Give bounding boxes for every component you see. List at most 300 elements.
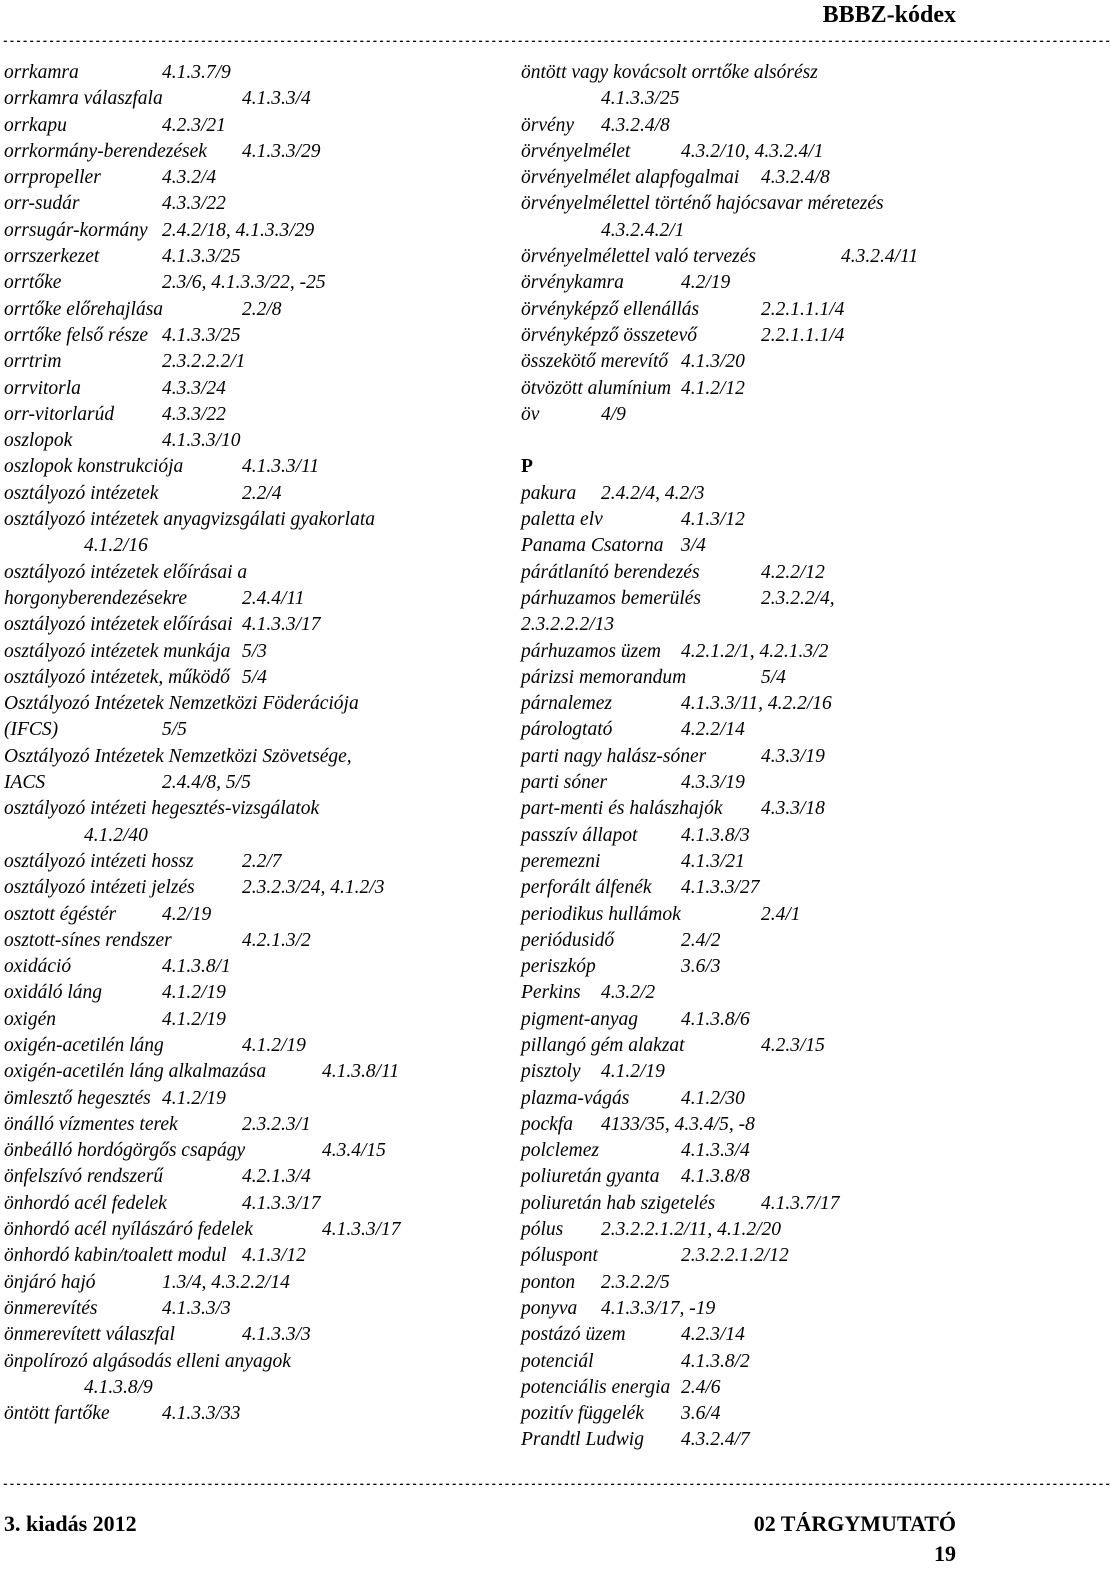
index-reference: 4.1.3.8/1 [162, 956, 231, 978]
index-entry [4, 560, 504, 586]
index-reference: 4/9 [601, 403, 626, 425]
index-reference: 4.1.2/19 [162, 1087, 226, 1109]
index-reference: 4.2.3/15 [761, 1034, 825, 1056]
index-entry [521, 1243, 957, 1269]
index-entry [521, 113, 957, 139]
index-entry [521, 1322, 957, 1348]
page-header-title: BBBZ-kódex [822, 2, 956, 28]
index-term: oxigén-acetilén láng [4, 1034, 164, 1056]
index-term: örvény [521, 114, 575, 136]
index-reference: 1.3/4, 4.3.2.2/14 [162, 1271, 290, 1293]
index-entry [4, 796, 504, 822]
index-entry [521, 796, 957, 822]
index-term: Panama Csatorna [521, 535, 664, 557]
index-reference: 4.1.3.3/3 [242, 1324, 311, 1346]
index-letter-heading [521, 454, 957, 480]
index-entry [4, 1191, 504, 1217]
index-reference: 2.2/7 [242, 850, 282, 872]
index-entry [4, 218, 504, 244]
index-term: pólus [521, 1219, 564, 1241]
index-reference: 4.1.3.3/29 [242, 140, 321, 162]
index-entry [521, 533, 957, 559]
index-entry [521, 691, 957, 717]
index-entry [4, 954, 504, 980]
index-reference: 4.2.1.3/4 [242, 1166, 311, 1188]
index-entry [521, 244, 957, 270]
index-reference: 4.1.3.3/17 [242, 614, 321, 636]
index-term: poliuretán hab szigetelés [521, 1192, 716, 1214]
index-reference: 4.1.2/12 [681, 377, 745, 399]
index-term: önjáró hajó [4, 1271, 96, 1293]
index-entry [521, 954, 957, 980]
index-entry [4, 1138, 504, 1164]
index-term: orrsugár-kormány [4, 219, 148, 241]
index-reference: 4.3.2/2 [601, 982, 656, 1004]
index-entry [4, 86, 504, 112]
index-entry [521, 1401, 957, 1427]
index-entry [521, 1427, 957, 1453]
index-entry [521, 560, 957, 586]
index-entry [4, 481, 504, 507]
index-term: periodikus hullámok [521, 903, 681, 925]
index-term: öntött fartőke [4, 1403, 110, 1425]
index-entry [521, 1059, 957, 1085]
index-entry [4, 875, 504, 901]
index-entry [521, 902, 957, 928]
index-reference: 2.2.1.1.1/4 [761, 298, 845, 320]
index-reference: 2.3.2.3/1 [242, 1113, 311, 1135]
index-term: osztályozó intézetek [4, 482, 159, 504]
index-term: orrkamra [4, 62, 79, 83]
index-reference: 4.3.2.4/8 [761, 167, 830, 189]
index-term: passzív állapot [521, 824, 638, 846]
index-entry [521, 586, 957, 612]
index-entry [521, 323, 957, 349]
index-entry [521, 875, 957, 901]
index-term: önmerevített válaszfal [4, 1324, 175, 1346]
index-term: pigment-anyag [521, 1008, 638, 1030]
index-reference: 3.6/3 [681, 956, 721, 978]
index-reference: 4.2.1.3/2 [242, 929, 311, 951]
index-entry [4, 770, 504, 796]
footer-divider: ------------------------------------------------------------------------------------------------------------------------------------------------------------------------ [2, 1479, 1111, 1491]
index-term: paletta elv [521, 509, 603, 531]
index-entry [4, 1059, 504, 1085]
index-entry [4, 165, 504, 191]
index-reference: 4.1.2/19 [601, 1061, 665, 1083]
index-entry [4, 1270, 504, 1296]
index-entry [521, 376, 957, 402]
index-entry [4, 902, 504, 928]
index-term: öv [521, 403, 540, 425]
index-term: ötvözött alumínium [521, 377, 672, 399]
index-reference: 4.1.3.3/17, -19 [601, 1297, 716, 1319]
index-term: orr-sudár [4, 193, 80, 215]
index-reference: 4.1.2/19 [242, 1034, 306, 1056]
index-term: poliuretán gyanta [521, 1166, 660, 1188]
index-term: osztályozó intézetek munkája [4, 640, 231, 662]
index-reference: 4.2.2/14 [681, 719, 745, 741]
index-reference: 4.1.3.3/33 [162, 1403, 241, 1425]
index-term: önpolírozó algásodás elleni anyagok [4, 1350, 291, 1372]
index-term: potenciál [521, 1350, 594, 1372]
index-term: örvényelmélet alapfogalmai [521, 167, 740, 189]
index-term: orrtőke előrehajlása [4, 298, 164, 320]
index-term: orrvitorla [4, 377, 81, 399]
index-term: potenciális energia [521, 1376, 671, 1398]
index-term: örvényképző ellenállás [521, 298, 700, 320]
index-reference: 4.3.3/24 [162, 377, 226, 399]
index-term: osztályozó intézeti hossz [4, 850, 194, 872]
index-term: Perkins [521, 982, 581, 1004]
index-entry [4, 454, 504, 480]
index-entry [521, 218, 957, 244]
index-entry [4, 1243, 504, 1269]
index-term: önfelszívó rendszerű [4, 1166, 164, 1188]
index-term: periódusidő [521, 929, 615, 951]
footer-edition: 3. kiadás 2012 [4, 1511, 137, 1536]
index-term: perforált álfenék [521, 877, 652, 899]
index-entry [521, 928, 957, 954]
index-reference: 4.1.3.3/4 [681, 1140, 750, 1162]
index-entry [521, 849, 957, 875]
index-term: osztályozó intézetek előírásai [4, 614, 233, 636]
index-entry [4, 349, 504, 375]
index-entry [521, 428, 957, 454]
index-reference: 4.1.3/12 [681, 509, 745, 531]
index-term: 2.3.2.2.2/13 [521, 614, 615, 636]
index-entry [4, 823, 504, 849]
index-term: plazma-vágás [521, 1087, 630, 1109]
index-entry [4, 1164, 504, 1190]
index-reference: 4.1.3.8/6 [681, 1008, 750, 1030]
index-term: párizsi memorandum [521, 666, 687, 688]
index-term: part-menti és halászhajók [521, 798, 723, 820]
index-reference: 4.3.2/4 [162, 167, 217, 189]
index-entry [4, 665, 504, 691]
index-term: párátlanító berendezés [521, 561, 700, 583]
index-term: (IFCS) [4, 719, 59, 741]
index-reference: 4.3.2.4.2/1 [601, 219, 685, 241]
index-term: ponyva [521, 1297, 578, 1319]
index-term: ponton [521, 1271, 576, 1293]
index-entry [521, 1217, 957, 1243]
index-term: oszlopok [4, 430, 73, 452]
index-term: párhuzamos bemerülés [521, 587, 702, 609]
index-entry [4, 323, 504, 349]
index-reference: 2.3.2.2.1.2/12 [681, 1245, 789, 1267]
index-entry [521, 507, 957, 533]
index-entry [4, 586, 504, 612]
index-term: oszlopok konstrukciója [4, 456, 184, 478]
index-entry [4, 744, 504, 770]
index-reference: 2.2/8 [242, 298, 282, 320]
index-entry [521, 980, 957, 1006]
index-reference: 4.1.2/19 [162, 982, 226, 1004]
index-term: orrkormány-berendezések [4, 140, 207, 162]
index-term: pockfa [521, 1113, 573, 1135]
index-term: Prandtl Ludwig [521, 1429, 644, 1451]
index-term: osztályozó intézetek anyagvizsgálati gyakorlata [4, 509, 375, 531]
index-reference: 4.1.3.8/11 [322, 1061, 400, 1083]
index-term: osztott-sínes rendszer [4, 929, 172, 951]
index-term: pisztoly [521, 1061, 581, 1083]
index-reference: 5/3 [242, 640, 267, 662]
index-reference: 4.1.3/12 [242, 1245, 306, 1267]
index-reference: 5/4 [761, 666, 786, 688]
index-entry [521, 1296, 957, 1322]
index-term: pozitív függelék [521, 1403, 644, 1425]
index-entry [521, 86, 957, 112]
index-term: Osztályozó Intézetek Nemzetközi Föderációja [4, 693, 359, 715]
index-reference: 4.1.3.3/4 [242, 88, 311, 110]
index-term: IACS [4, 772, 46, 794]
index-term: önmerevítés [4, 1297, 98, 1319]
index-entry [521, 349, 957, 375]
index-reference: 4.1.3.7/17 [761, 1192, 840, 1214]
index-entry [521, 1086, 957, 1112]
index-reference: 2.4.2/18, 4.1.3.3/29 [162, 219, 315, 241]
index-entry [4, 639, 504, 665]
index-entry [4, 191, 504, 217]
page-number: 19 [934, 1541, 956, 1566]
index-reference: 5/5 [162, 719, 187, 741]
index-entry [4, 402, 504, 428]
index-entry [4, 1375, 504, 1401]
index-reference: 4.1.3.3/25 [601, 88, 680, 110]
index-reference: 3/4 [681, 535, 706, 557]
index-term: oxidáló láng [4, 982, 103, 1004]
index-reference: 2.2.1.1.1/4 [761, 324, 845, 346]
index-term: önhordó kabin/toalett modul [4, 1245, 227, 1267]
index-term: parti sóner [521, 772, 608, 794]
index-reference: 4.1.3.8/9 [84, 1376, 153, 1398]
index-term: oxigén-acetilén láng alkalmazása [4, 1061, 267, 1083]
index-reference: 4.1.3.3/25 [162, 324, 241, 346]
index-entry [521, 1191, 957, 1217]
index-entry [521, 770, 957, 796]
index-reference: 4.3.2.4/8 [601, 114, 670, 136]
index-term: örvényképző összetevő [521, 324, 697, 346]
index-entry [521, 402, 957, 428]
index-term: osztályozó intézetek előírásai a [4, 561, 248, 583]
index-term: pakura [521, 482, 577, 504]
index-entry [4, 507, 504, 533]
index-entry [4, 849, 504, 875]
index-reference: 4.3.2.4/11 [841, 246, 919, 268]
index-term: horgonyberendezésekre [4, 587, 188, 609]
index-entry [521, 744, 957, 770]
index-reference: 2.4/6 [681, 1376, 721, 1398]
index-term: orrtőke felső része [4, 324, 149, 346]
index-reference: 4.2.1.2/1, 4.2.1.3/2 [681, 640, 829, 662]
header-divider: ------------------------------------------------------------------------------------------------------------------------------------------------------------------------ [2, 36, 1111, 48]
index-reference: 4.1.3.3/3 [162, 1297, 231, 1319]
index-entry [4, 428, 504, 454]
index-term: párhuzamos üzem [521, 640, 661, 662]
index-term: önhordó acél fedelek [4, 1192, 167, 1214]
index-entry [4, 1296, 504, 1322]
index-reference: 2.4.4/11 [242, 587, 305, 609]
index-term: önbeálló hordógörgős csapágy [4, 1140, 246, 1162]
index-reference: 2.3/6, 4.1.3.3/22, -25 [162, 272, 326, 294]
index-reference: 4.1.3.7/9 [162, 62, 231, 83]
index-reference: 4.1.3.8/2 [681, 1350, 750, 1372]
letter-heading-text: P [521, 456, 533, 478]
index-reference: 2.3.2.2.2/1 [162, 351, 246, 373]
index-reference: 2.4.2/4, 4.2/3 [601, 482, 705, 504]
index-reference: 4.3.2/10, 4.3.2.4/1 [681, 140, 824, 162]
index-term: parti nagy halász-sóner [521, 745, 707, 767]
index-term: önhordó acél nyílászáró fedelek [4, 1219, 253, 1241]
index-entry [4, 1086, 504, 1112]
index-entry [521, 1164, 957, 1190]
index-term: polclemez [521, 1140, 599, 1162]
index-term: osztott égéstér [4, 903, 117, 925]
index-term: peremezni [521, 850, 601, 872]
index-entry [4, 980, 504, 1006]
index-term: orrkapu [4, 114, 67, 136]
index-entry [521, 270, 957, 296]
index-term: osztályozó intézeti hegesztés-vizsgálatok [4, 798, 320, 820]
index-term: orrtőke [4, 272, 62, 294]
index-entry [4, 1401, 504, 1427]
index-term: önálló vízmentes terek [4, 1113, 178, 1135]
index-term: postázó üzem [521, 1324, 626, 1346]
index-reference: 4.1.3.3/17 [322, 1219, 401, 1241]
index-entry [4, 1349, 504, 1375]
index-reference: 2.4/1 [761, 903, 801, 925]
index-reference: 2.3.2.2/5 [601, 1271, 670, 1293]
index-reference: 4.1.3.3/17 [242, 1192, 321, 1214]
index-reference: 4.3.3/18 [761, 798, 825, 820]
index-reference: 4.1.3.3/11, 4.2.2/16 [681, 693, 832, 715]
index-entry [521, 481, 957, 507]
index-term: párologtató [521, 719, 613, 741]
index-term: pillangó gém alakzat [521, 1034, 685, 1056]
index-entry [4, 113, 504, 139]
index-reference: 4.3.4/15 [322, 1140, 386, 1162]
index-entry [4, 139, 504, 165]
index-reference: 2.4.4/8, 5/5 [162, 772, 251, 794]
index-reference: 2.2/4 [242, 482, 282, 504]
index-reference: 4.1.2/19 [162, 1008, 226, 1030]
index-reference: 4.3.3/19 [681, 772, 745, 794]
index-reference: 3.6/4 [681, 1403, 721, 1425]
index-entry [521, 1033, 957, 1059]
index-entry [521, 297, 957, 323]
index-reference: 4.2/19 [162, 903, 212, 925]
index-reference: 4133/35, 4.3.4/5, -8 [601, 1113, 755, 1135]
index-reference: 2.3.2.3/24, 4.1.2/3 [242, 877, 385, 899]
index-entry [521, 1112, 957, 1138]
index-entry [521, 823, 957, 849]
index-term: orr-vitorlarúd [4, 403, 115, 425]
index-term: osztályozó intézeti jelzés [4, 877, 195, 899]
index-term: örvényelmélettel való tervezés [521, 246, 756, 268]
index-entry [521, 165, 957, 191]
index-entry [4, 1217, 504, 1243]
index-entry [4, 270, 504, 296]
index-entry [521, 191, 957, 217]
index-entry [4, 244, 504, 270]
index-entry [521, 139, 957, 165]
index-term: összekötő merevítő [521, 351, 669, 373]
index-reference: 4.1.3/20 [681, 351, 745, 373]
index-column-right [521, 60, 957, 1454]
index-reference: 2.4/2 [681, 929, 721, 951]
index-entry [4, 60, 504, 86]
index-term: örvényelmélet [521, 140, 631, 162]
index-term: orrkamra válaszfala [4, 88, 163, 110]
index-entry [521, 639, 957, 665]
index-entry [4, 376, 504, 402]
index-term: periszkóp [521, 956, 596, 978]
index-term: orrtrim [4, 351, 62, 373]
index-entry [4, 691, 504, 717]
index-term: öntött vagy kovácsolt orrtőke alsórész [521, 62, 818, 83]
index-reference: 4.1.3.8/8 [681, 1166, 750, 1188]
index-entry [521, 1138, 957, 1164]
index-reference: 4.2.3/21 [162, 114, 226, 136]
index-reference: 4.2.3/14 [681, 1324, 745, 1346]
index-reference: 4.1.3.3/25 [162, 246, 241, 268]
index-term: orrpropeller [4, 167, 101, 189]
index-term: osztályozó intézetek, működő [4, 666, 230, 688]
index-term: Osztályozó Intézetek Nemzetközi Szövetsége, [4, 745, 352, 767]
index-reference: 4.1.2/30 [681, 1087, 745, 1109]
index-entry [4, 1112, 504, 1138]
index-entry [521, 60, 957, 86]
index-reference: 4.3.3/19 [761, 745, 825, 767]
index-entry [521, 717, 957, 743]
index-entry [4, 1033, 504, 1059]
index-reference: 4.2.2/12 [761, 561, 825, 583]
index-term: oxidáció [4, 956, 72, 978]
index-reference: 4.3.3/22 [162, 193, 226, 215]
index-reference: 5/4 [242, 666, 267, 688]
index-reference: 4.3.3/22 [162, 403, 226, 425]
index-reference: 4.1.2/40 [84, 824, 148, 846]
index-reference: 2.3.2.2/4, [761, 587, 835, 609]
index-entry [521, 1375, 957, 1401]
index-column-left [4, 60, 504, 1427]
index-entry [521, 665, 957, 691]
index-term: örvénykamra [521, 272, 624, 294]
index-entry [521, 1270, 957, 1296]
index-entry [521, 1349, 957, 1375]
index-reference: 4.1.2/16 [84, 535, 148, 557]
index-entry [4, 297, 504, 323]
index-entry [4, 928, 504, 954]
index-entry [521, 612, 957, 638]
index-reference: 4.1.3.3/27 [681, 877, 760, 899]
index-reference: 4.1.3.3/10 [162, 430, 241, 452]
index-term: örvényelmélettel történő hajócsavar méretezés [521, 193, 884, 215]
index-term: ömlesztő hegesztés [4, 1087, 151, 1109]
index-entry [4, 533, 504, 559]
index-term: orrszerkezet [4, 246, 100, 268]
index-reference: 4.2/19 [681, 272, 731, 294]
index-term: póluspont [521, 1245, 598, 1267]
index-reference: 4.1.3/21 [681, 850, 745, 872]
index-reference: 4.3.2.4/7 [681, 1429, 750, 1451]
index-reference: 4.1.3.8/3 [681, 824, 750, 846]
index-reference: 4.1.3.3/11 [242, 456, 320, 478]
index-term: párnalemez [521, 693, 612, 715]
index-reference: 2.3.2.2.1.2/11, 4.1.2/20 [601, 1219, 782, 1241]
index-term: oxigén [4, 1008, 56, 1030]
